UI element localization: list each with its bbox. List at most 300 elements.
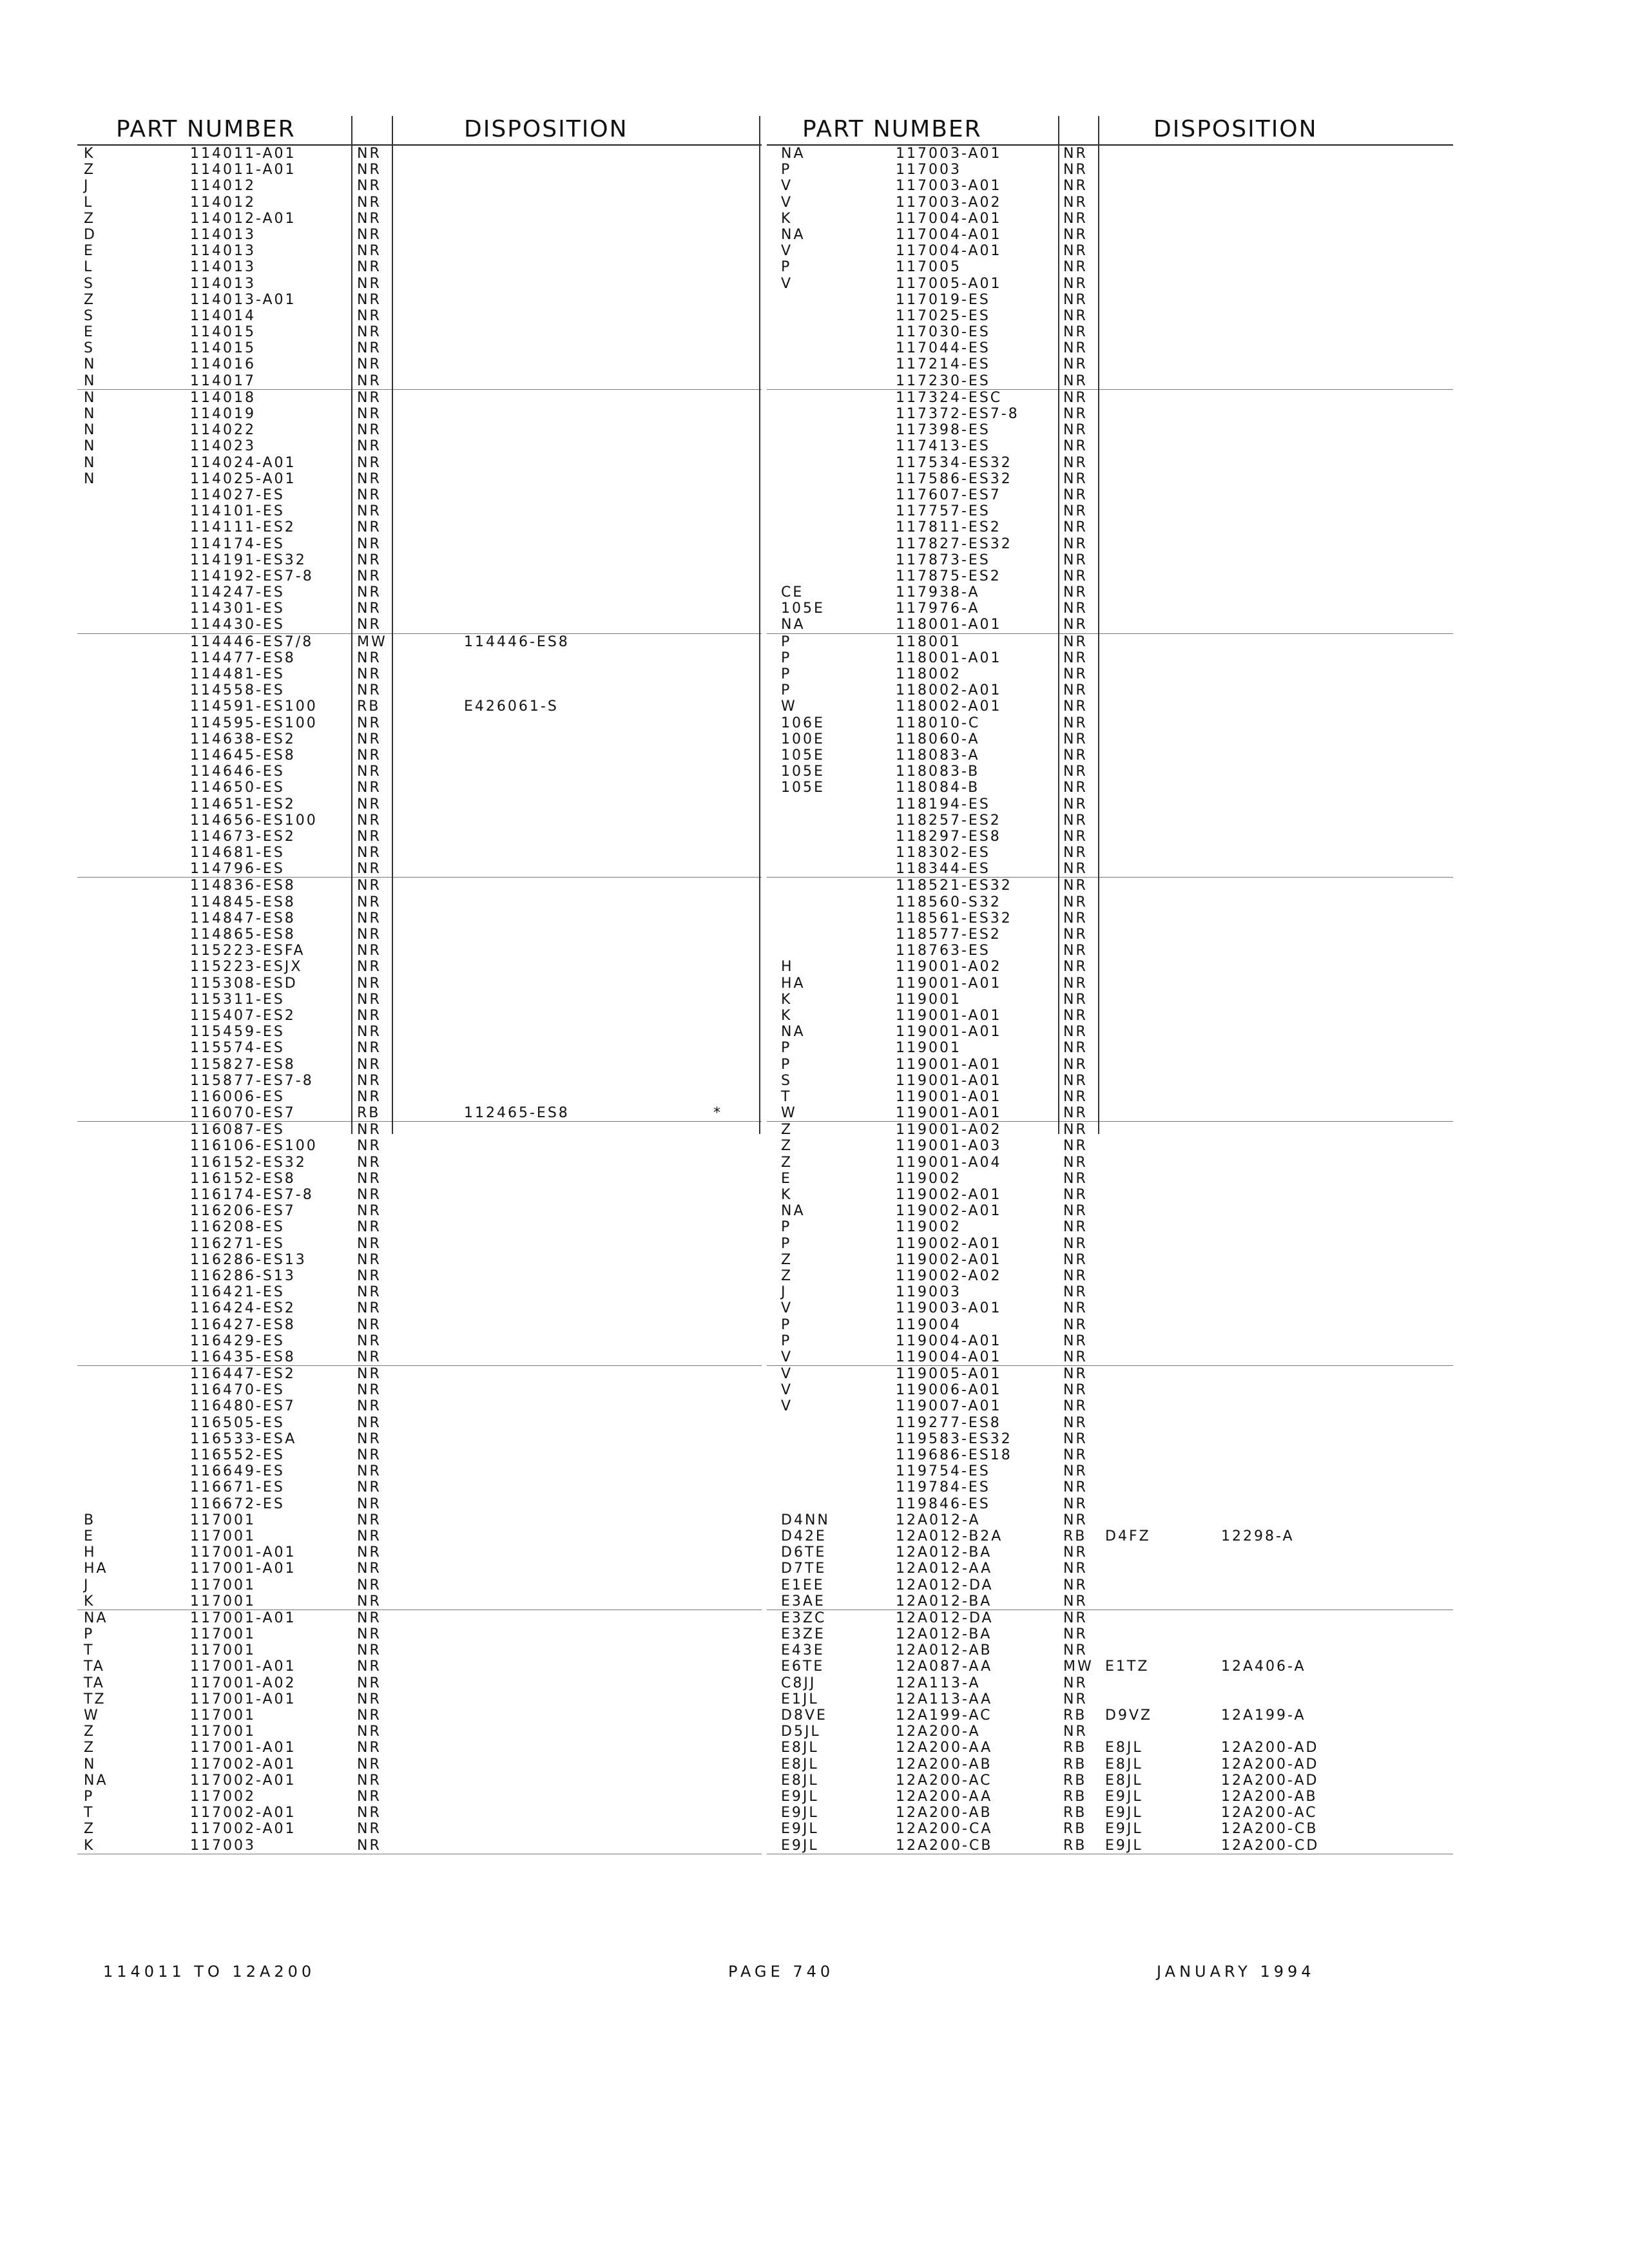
disposition-code: NR — [1063, 291, 1088, 308]
part-number: 117001 — [190, 1724, 256, 1740]
part-number: 116286-S13 — [190, 1267, 296, 1284]
prefix: B — [84, 1512, 96, 1528]
table-row — [767, 373, 1453, 390]
disposition-code: NR — [1063, 1072, 1088, 1089]
part-number: 115311-ES — [190, 991, 285, 1008]
table-row — [767, 796, 1453, 812]
part-number: 114013 — [190, 243, 256, 260]
table-row — [77, 1398, 762, 1414]
part-number: 114019 — [190, 406, 256, 422]
part-number: 114796-ES — [190, 861, 285, 878]
part-number: 116505-ES — [190, 1414, 285, 1431]
disposition-code: NR — [1063, 552, 1088, 568]
part-number: 114845-ES8 — [190, 894, 296, 910]
table-row — [77, 1593, 762, 1610]
prefix: Z — [781, 1251, 793, 1268]
disposition-code: NR — [357, 389, 381, 406]
part-number: 114191-ES32 — [190, 552, 307, 568]
table-row — [767, 1415, 1453, 1431]
table-row — [77, 1219, 762, 1235]
table-row — [77, 1626, 762, 1642]
prefix: W — [781, 1105, 797, 1122]
part-number: 116421-ES — [190, 1284, 285, 1301]
prefix: L — [84, 259, 94, 276]
disposition-code: NR — [1063, 1007, 1088, 1024]
prefix: Z — [84, 1821, 96, 1838]
table-row — [77, 1740, 762, 1756]
table-row — [77, 1496, 762, 1512]
part-number: 116672-ES — [190, 1495, 285, 1512]
table-row — [767, 195, 1453, 211]
part-number: 115407-ES2 — [190, 1007, 296, 1024]
part-number: 12A012-BA — [896, 1593, 992, 1610]
disposition-code: NR — [357, 1495, 381, 1512]
part-number: 114430-ES — [190, 617, 285, 633]
part-number: 114014 — [190, 307, 256, 324]
disposition-code: NR — [357, 666, 381, 682]
table-row — [77, 584, 762, 601]
disposition-code: NR — [357, 372, 381, 389]
prefix: P — [781, 1040, 792, 1057]
prefix: E6TE — [781, 1658, 825, 1675]
footer-page: PAGE 740 — [728, 1963, 834, 1981]
table-row — [77, 1789, 762, 1805]
prefix: P — [781, 666, 792, 682]
table-row — [77, 829, 762, 845]
right-header — [767, 116, 1453, 146]
prefix: P — [781, 1316, 792, 1333]
disposition-code: NR — [357, 1170, 381, 1187]
part-number: 118302-ES — [896, 845, 990, 861]
part-number: 12A200-A — [896, 1724, 981, 1740]
disposition-code: NR — [1063, 1593, 1088, 1610]
prefix: V — [781, 243, 793, 260]
replacement-prefix: E9JL — [1105, 1837, 1143, 1854]
disposition-code: NR — [357, 910, 381, 927]
part-number: 12A200-AA — [896, 1740, 993, 1756]
table-row — [77, 1463, 762, 1479]
disposition-code: NR — [1063, 1512, 1088, 1528]
prefix: D5JL — [781, 1724, 821, 1740]
table-row — [767, 1724, 1453, 1740]
prefix: D4NN — [781, 1512, 830, 1528]
table-row — [77, 227, 762, 243]
table-row — [77, 1658, 762, 1675]
replacement-prefix: E9JL — [1105, 1805, 1143, 1821]
part-number: 117372-ES7-8 — [896, 406, 1019, 422]
part-number: 118084-B — [896, 780, 980, 796]
table-row — [77, 568, 762, 584]
disposition-code: NR — [357, 1154, 381, 1171]
table-row — [77, 910, 762, 927]
table-row — [767, 1610, 1453, 1626]
part-number: 12A012-BA — [896, 1544, 992, 1561]
part-number: 114016 — [190, 356, 256, 373]
table-row — [767, 536, 1453, 552]
disposition-code: NR — [357, 1267, 381, 1284]
part-number: 114477-ES8 — [190, 649, 296, 666]
disposition-code: NR — [1063, 1463, 1088, 1480]
disposition-code: NR — [1063, 682, 1088, 699]
disposition-code: NR — [357, 1691, 381, 1707]
table-row — [77, 1382, 762, 1398]
disposition-code: NR — [357, 1122, 381, 1139]
table-row — [767, 1300, 1453, 1316]
table-row — [767, 1789, 1453, 1805]
prefix: N — [84, 438, 97, 455]
disposition-code: NR — [1063, 1642, 1088, 1659]
table-row — [77, 617, 762, 633]
prefix: S — [84, 275, 95, 292]
prefix: CE — [781, 584, 804, 601]
disposition-code: NR — [357, 1837, 381, 1854]
disposition-code: NR — [1063, 1187, 1088, 1203]
table-row — [767, 1073, 1453, 1089]
part-number: 117001 — [190, 1707, 256, 1724]
disposition-code: NR — [357, 1382, 381, 1399]
disposition-code: NR — [1063, 307, 1088, 324]
table-row — [767, 1773, 1453, 1789]
disposition-code: NR — [1063, 894, 1088, 910]
table-row — [77, 1577, 762, 1593]
part-number: 115223-ESFA — [190, 943, 305, 959]
table-row — [77, 812, 762, 829]
part-number: 114192-ES7-8 — [190, 568, 314, 584]
table-row — [77, 731, 762, 747]
table-row — [77, 959, 762, 975]
part-number: 117001 — [190, 1642, 256, 1659]
part-number: 118560-S32 — [896, 894, 1001, 910]
table-row — [767, 1366, 1453, 1382]
disposition-code: NR — [1063, 1544, 1088, 1561]
disposition-code: NR — [357, 243, 381, 260]
table-row — [767, 1317, 1453, 1333]
table-row — [77, 1512, 762, 1528]
disposition-code: NR — [357, 519, 381, 536]
disposition-code: NR — [357, 975, 381, 992]
prefix: L — [84, 194, 94, 211]
part-number: 118763-ES — [896, 943, 990, 959]
prefix: P — [781, 649, 792, 666]
prefix: T — [84, 1642, 95, 1659]
disposition-code: NR — [357, 1479, 381, 1496]
prefix: TZ — [84, 1691, 106, 1707]
part-number: 119001-A01 — [896, 1024, 1002, 1041]
part-number: 118561-ES32 — [896, 910, 1012, 927]
part-number: 117230-ES — [896, 372, 990, 389]
prefix: J — [84, 1577, 90, 1593]
part-number: 12A199-AC — [896, 1707, 992, 1724]
part-number: 119001-A01 — [896, 975, 1002, 992]
part-number: 117004-A01 — [896, 243, 1002, 260]
part-number: 114651-ES2 — [190, 796, 296, 812]
prefix: N — [84, 470, 97, 487]
part-number: 119002-A02 — [896, 1267, 1002, 1284]
table-row — [77, 780, 762, 796]
disposition-code: NR — [357, 552, 381, 568]
part-number: 116424-ES2 — [190, 1300, 296, 1317]
part-number: 119004-A01 — [896, 1349, 1002, 1365]
part-number: 12A087-AA — [896, 1658, 993, 1675]
part-number: 12A012-AA — [896, 1561, 993, 1577]
part-number: 117025-ES — [896, 307, 990, 324]
part-number: 117001-A01 — [190, 1561, 296, 1577]
disposition-code: NR — [1063, 666, 1088, 682]
disposition-code: NR — [1063, 454, 1088, 471]
disposition-code: NR — [357, 291, 381, 308]
part-number: 117005 — [896, 259, 961, 276]
part-number: 118001 — [896, 633, 961, 650]
asterisk-note: * — [713, 1105, 722, 1122]
prefix: W — [84, 1707, 100, 1724]
table-row — [767, 1544, 1453, 1561]
part-number: 117003 — [896, 162, 961, 178]
table-row — [767, 975, 1453, 992]
disposition-code: NR — [357, 1528, 381, 1544]
part-number: 117001-A01 — [190, 1658, 296, 1675]
part-number: 114865-ES8 — [190, 927, 296, 943]
table-row — [77, 747, 762, 764]
table-row — [767, 927, 1453, 943]
table-row — [77, 796, 762, 812]
part-number: 117001-A01 — [190, 1691, 296, 1707]
part-number: 12A012-DA — [896, 1577, 994, 1593]
disposition-code: NR — [357, 1805, 381, 1821]
part-number: 119001-A01 — [896, 1056, 1002, 1073]
part-number: 114022 — [190, 422, 256, 439]
prefix: P — [781, 1219, 792, 1236]
table-row — [77, 1561, 762, 1577]
table-row — [77, 259, 762, 275]
table-row — [77, 845, 762, 861]
part-number: 114013 — [190, 259, 256, 276]
part-number: 117001 — [190, 1528, 256, 1544]
part-number: 116152-ES32 — [190, 1154, 307, 1171]
disposition-code: NR — [1063, 1219, 1088, 1236]
disposition-code: NR — [357, 454, 381, 471]
prefix: P — [781, 1332, 792, 1349]
prefix: Z — [781, 1267, 793, 1284]
part-number: 117001-A01 — [190, 1544, 296, 1561]
table-row — [77, 243, 762, 259]
part-number: 114012 — [190, 178, 256, 195]
disposition-code: NR — [1063, 975, 1088, 992]
disposition-code: NR — [357, 845, 381, 861]
table-row — [77, 634, 762, 650]
disposition-code: NR — [1063, 1056, 1088, 1073]
table-row — [767, 422, 1453, 438]
left-rows — [77, 146, 762, 1854]
disposition-code: NR — [1063, 1105, 1088, 1122]
table-row — [767, 308, 1453, 324]
prefix: NA — [84, 1610, 108, 1626]
table-row — [77, 1284, 762, 1300]
part-number: 119004 — [896, 1316, 961, 1333]
disposition-code: NR — [1063, 796, 1088, 812]
prefix: E8JL — [781, 1756, 819, 1773]
disposition-code: NR — [357, 1007, 381, 1024]
part-number: 117004-A01 — [896, 226, 1002, 243]
table-row — [767, 1171, 1453, 1187]
prefix: P — [781, 633, 792, 650]
prefix: 105E — [781, 601, 825, 617]
disposition-code: NR — [357, 1040, 381, 1057]
part-number: 119001-A02 — [896, 959, 1002, 975]
prefix: K — [781, 210, 793, 227]
table-row — [77, 1105, 762, 1122]
prefix: V — [781, 1366, 793, 1383]
table-row — [77, 1610, 762, 1626]
disposition-code: NR — [1063, 633, 1088, 650]
replacement-part: 12A200-AD — [1221, 1772, 1319, 1789]
part-number: 116174-ES7-8 — [190, 1187, 314, 1203]
table-row — [767, 861, 1453, 878]
disposition-code: NR — [1063, 584, 1088, 601]
prefix: E — [84, 1528, 95, 1544]
disposition-code: NR — [357, 959, 381, 975]
part-number: 119003-A01 — [896, 1300, 1002, 1317]
table-row — [77, 1268, 762, 1284]
part-number: 119846-ES — [896, 1495, 990, 1512]
table-row — [767, 1463, 1453, 1479]
prefix: K — [781, 1187, 793, 1203]
table-row — [77, 356, 762, 372]
table-row — [767, 227, 1453, 243]
table-row — [767, 1479, 1453, 1495]
table-row — [767, 1707, 1453, 1724]
replacement-part: 12A200-CB — [1221, 1821, 1318, 1838]
disposition-code: RB — [357, 1105, 381, 1122]
table-row — [767, 146, 1453, 162]
disposition-code: NR — [1063, 698, 1088, 715]
part-number: 119002-A01 — [896, 1251, 1002, 1268]
replacement-part: 114446-ES8 — [464, 633, 570, 650]
part-number: 118344-ES — [896, 861, 990, 878]
table-row — [77, 666, 762, 682]
part-number: 116271-ES — [190, 1235, 285, 1252]
right-rows — [767, 146, 1453, 1854]
part-number: 118001-A01 — [896, 617, 1002, 633]
table-row — [767, 1805, 1453, 1821]
table-row — [767, 292, 1453, 308]
part-number: 117002-A01 — [190, 1756, 296, 1773]
part-number: 115574-ES — [190, 1040, 285, 1057]
prefix: NA — [781, 146, 805, 162]
table-row — [767, 324, 1453, 340]
part-number: 118577-ES2 — [896, 927, 1001, 943]
part-number: 114673-ES2 — [190, 828, 296, 845]
prefix: Z — [781, 1154, 793, 1171]
table-row — [77, 292, 762, 308]
table-row — [77, 1236, 762, 1252]
part-number: 118060-A — [896, 731, 980, 747]
part-number: 114595-ES100 — [190, 715, 318, 731]
part-number: 117827-ES32 — [896, 535, 1012, 552]
table-row — [77, 1724, 762, 1740]
table-row — [767, 731, 1453, 747]
table-row — [767, 1155, 1453, 1171]
prefix: T — [84, 1805, 95, 1821]
table-row — [767, 259, 1453, 275]
disposition-code: NR — [1063, 1235, 1088, 1252]
table-row — [77, 195, 762, 211]
disposition-code: NR — [1063, 764, 1088, 780]
disposition-code: NR — [357, 1088, 381, 1105]
table-row — [767, 1382, 1453, 1398]
left-header — [77, 116, 762, 146]
replacement-prefix: E8JL — [1105, 1740, 1143, 1756]
prefix: Z — [84, 1724, 96, 1740]
prefix: NA — [781, 1024, 805, 1041]
prefix: D42E — [781, 1528, 827, 1544]
table-row — [767, 715, 1453, 731]
part-number: 117003-A01 — [896, 178, 1002, 195]
disposition-code: NR — [1063, 617, 1088, 633]
part-number: 116427-ES8 — [190, 1316, 296, 1333]
part-number: 119001-A01 — [896, 1088, 1002, 1105]
prefix: E1JL — [781, 1691, 819, 1707]
part-number: 114015 — [190, 340, 256, 357]
replacement-part: 12A199-A — [1221, 1707, 1306, 1724]
table-row — [767, 1024, 1453, 1040]
part-number: 117019-ES — [896, 291, 990, 308]
part-number: 117757-ES — [896, 503, 990, 520]
part-number: 12A200-AA — [896, 1788, 993, 1805]
part-number-heading: PART NUMBER — [802, 116, 982, 142]
table-row — [77, 1544, 762, 1561]
disposition-code: NR — [1063, 1024, 1088, 1041]
prefix: V — [781, 275, 793, 292]
part-number: 114024-A01 — [190, 454, 296, 471]
disposition-code: NR — [1063, 1447, 1088, 1463]
table-row — [77, 1349, 762, 1366]
disposition-code: NR — [1063, 1203, 1088, 1220]
table-row — [767, 568, 1453, 584]
disposition-code: NR — [357, 194, 381, 211]
prefix: V — [781, 1349, 793, 1365]
table-row — [767, 1187, 1453, 1203]
disposition-code: NR — [1063, 194, 1088, 211]
disposition-code: NR — [1063, 389, 1088, 406]
part-number: 114011-A01 — [190, 146, 296, 162]
left-column — [77, 116, 762, 1854]
disposition-code: NR — [357, 438, 381, 455]
disposition-code: NR — [357, 210, 381, 227]
part-number: 114481-ES — [190, 666, 285, 682]
part-number: 114645-ES8 — [190, 747, 296, 764]
table-row — [767, 1040, 1453, 1056]
prefix: P — [781, 1235, 792, 1252]
right-column — [767, 116, 1453, 1854]
prefix: W — [781, 698, 797, 715]
disposition-code: NR — [357, 731, 381, 747]
part-number: 119784-ES — [896, 1479, 990, 1496]
part-number: 114025-A01 — [190, 470, 296, 487]
disposition-code: NR — [357, 406, 381, 422]
part-number: 12A012-BA — [896, 1626, 992, 1643]
disposition-code: NR — [1063, 1122, 1088, 1139]
disposition-code: NR — [1063, 878, 1088, 894]
disposition-code: NR — [1063, 1398, 1088, 1415]
prefix: V — [781, 178, 793, 195]
disposition-code: NR — [1063, 438, 1088, 455]
disposition-code: NR — [357, 1284, 381, 1301]
disposition-code: NR — [357, 1610, 381, 1626]
column-divider — [1058, 116, 1059, 1134]
disposition-code: NR — [1063, 601, 1088, 617]
disposition-code: NR — [1063, 568, 1088, 584]
disposition-code: NR — [357, 503, 381, 520]
